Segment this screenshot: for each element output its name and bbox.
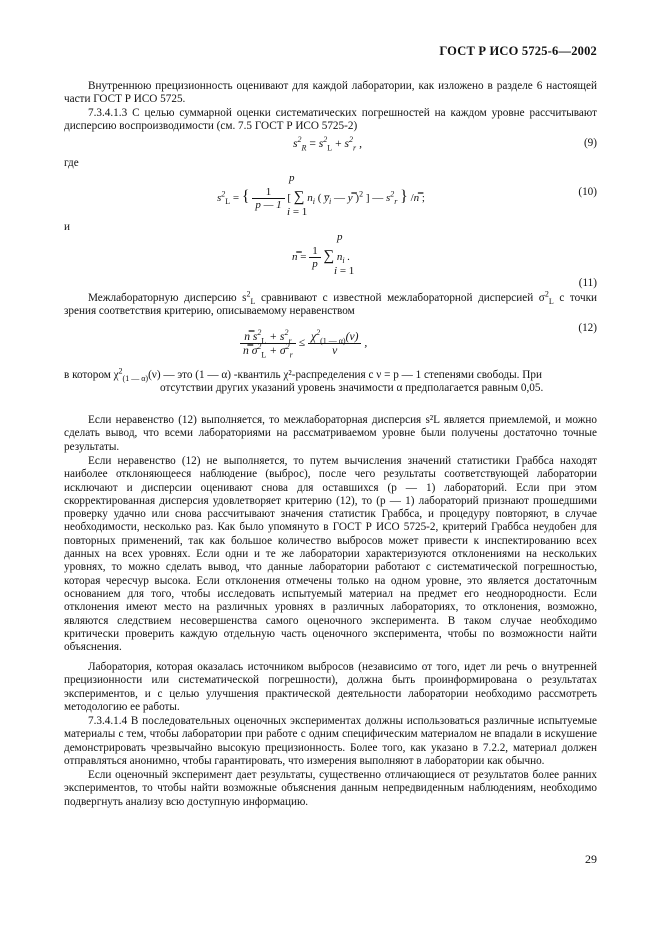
paragraph-chi-square: в котором $\chi^2_{(1 — \alpha)}(\nu)$ — это (1 — α) -квантиль χ²-распределения с ν = p — 1 степенями свободы. При отсутствии других указаний уровень значимости α предполагается равным 0,05. bbox=[64, 366, 544, 395]
page-number: 29 bbox=[585, 852, 597, 866]
paragraph-different-results: Если оценочный эксперимент дает результаты, существенно отличающиеся от результатов более ранних экспериментов, то чтобы найти возможные объяснения данным непредвиденным наблюдениям, необходимо подвергнуть анализу всю доступную информацию. bbox=[64, 769, 597, 808]
paragraph-outlier-lab: Лаборатория, которая оказалась источником выбросов (независимо от того, идет ли речь о внутренней прецизионности или систематической погрешности), должна быть проинформирована о результатах экспериментов, и с целью улучшения практической деятельности лаборатории необходимо рассмотреть методологию ее работы. bbox=[64, 661, 597, 713]
label-and: и bbox=[64, 221, 70, 233]
document-header: ГОСТ Р ИСО 5725-6—2002 bbox=[439, 44, 597, 58]
equation-10-number: (10) bbox=[578, 186, 597, 198]
label-where: где bbox=[64, 157, 79, 169]
paragraph-interlab-variance: Межлабораторную дисперсию $s^2_L$ сравнивают с известной межлабораторной дисперсией $\sigma^2_L$ с точки зрения соответствия критерию, описываемому неравенством bbox=[64, 289, 597, 318]
equation-9: $s^2_R = s^2_L + s^2_r$ , bbox=[293, 135, 362, 153]
paragraph-inequality-holds: Если неравенство (12) выполняется, то межлабораторная дисперсия s²L является приемлемой, и можно сделать вывод, что всеми лабораториями на рассматриваемом уровне были получены достаточно точные результаты. bbox=[64, 414, 597, 453]
equation-12: $\frac{n̿ s^2_L + s^2_r}{n̿ \sigma^2_L + \sigma^2_r}$ ≤ $\frac{\chi^2_{(1 — \alpha)}(\nu)}{\nu}$ , bbox=[240, 330, 367, 357]
equation-12-number: (12) bbox=[578, 322, 597, 334]
document-page: ГОСТ Р ИСО 5725-6—2002 Внутреннюю прецизионность оценивают для каждой лаборатории, как изложено в разделе 6 настоящей части ГОСТ Р ИСО 5725. 7.3.4.1.3 С целью суммарной оценки систематических погрешностей на каждом уровне рассчитывают дисперсию воспроизводимости (см. 7.5 ГОСТ Р ИСО 5725-2) $s^2_R = s^2_L + s^2_r$ , (9) где p $s^2_L$ = { $\frac{1}{p — 1}$ [ ∑ $n_i$ ( $y̅_i$ — y̿ )$^2$ ] — $s^2_r$ } /n̿ ; i = 1 (10) и p n̿ = $\frac{1}{p}$ ∑ $n_i$ . i = 1 (11) Межлабораторную дисперсию $s^2_L$ сравнивают с известной межлабораторной дисперсией $\sigma^2_L$ с точки зрения соответствия критерию, описываемому неравенством $\frac{n̿ s^2_L + s^2_r}{n̿ \sigma^2_L + \sigma^2_r}$ ≤ $\frac{\chi^2_{(1 — \alpha)}(\nu)}{\nu}$ , (12) в котором $\chi^2_{(1 — \alpha)}(\nu)$ — это (1 — α) -квантиль χ²-распределения с ν = p — 1 степенями свободы. При отсутствии других указаний уровень значимости α предполагается равным 0,05. Если неравенство (12) выполняется, то межлабораторная дисперсия s²L является приемлемой, и можно сделать вывод, что всеми лабораториями на рассматриваемом уровне были получены достаточно точные результаты. Если неравенство (12) не выполняется, то путем вычисления значений статистики Граббса находят наиболее отклоняющееся наблюдение (выброс), после чего результаты соответствующей лаборатории исключают и дисперсии оценивают снова для оставшихся (p — 1) лабораторий. Если при этом скорректированная дисперсия удовлетворяет критерию (12), то (p — 1) лабораторий признают прошедшими проверку удачно или снова рассчитывают значения статистик Граббса, и процедуру повторяют, в случае необходимости, несколько раз. Как было упомянуто в ГОСТ Р ИСО 5725-2, критерий Граббса неудобен для повторных применений, так как большое количество выбросов может привести к инспектированию всех данных на всех уровнях. Если одни и те же лаборатории характеризуются отклонениями на нескольких уровнях, то можно сделать вывод, что данные лаборатории работают с систематической погрешностью, которая чересчур высока. Если отклонения отмечены только на одном уровне, это является достаточным основанием для того, чтобы исследовать испытуемый материал на предмет его неоднородности. Если отклонения имеют место на различных уровнях в различных лабораториях, то отклонения, возможно, являются следствием несовершенства самого оценочного эксперимента. В таком случае необходимо критически проверить каждую отдельную часть оценочного эксперимента, чтобы по возможности найти объяснения. Лаборатория, которая оказалась источником выбросов (независимо от того, идет ли речь о внутренней прецизионности или систематической погрешности), должна быть проинформирована о результатах экспериментов, и с целью улучшения практической деятельности лаборатории необходимо рассмотреть методологию ее работы. 7.3.4.1.4 В последовательных оценочных экспериментах должны использоваться различные испытуемые материалы с тем, чтобы лаборатории при работе с одним специфическим материалом не впадали в искушение демонстрировать чрезвычайно высокую прецизионность. Более того, как указано в 7.2.2, материал должен отправляться анонимно, чтобы гарантировать, что измерения выполняют в лаборатории как обычно. Если оценочный эксперимент дает результаты, существенно отличающиеся от результатов более ранних экспериментов, то чтобы найти возможные объяснения данным непредвиденным наблюдениям, необходимо подвергнуть анализу всю доступную информацию. 29 bbox=[64, 44, 597, 866]
paragraph-7-3-4-1-3: 7.3.4.1.3 С целью суммарной оценки систематических погрешностей на каждом уровне рассчитывают дисперсию воспроизводимости (см. 7.5 ГОСТ Р ИСО 5725-2) bbox=[64, 107, 597, 133]
equation-11-number: (11) bbox=[578, 277, 597, 289]
paragraph-7-3-4-1-4: 7.3.4.1.4 В последовательных оценочных экспериментах должны использоваться различные испытуемые материалы с тем, чтобы лаборатории при работе с одним специфическим материалом не впадали в искушение демонстрировать чрезвычайно высокую прецизионность. Более того, как указано в 7.2.2, материал должен отправляться анонимно, чтобы гарантировать, что измерения выполняют в лаборатории как обычно. bbox=[64, 715, 597, 767]
paragraph-grubbs: Если неравенство (12) не выполняется, то путем вычисления значений статистики Граббса находят наиболее отклоняющееся наблюдение (выброс), после чего результаты соответствующей лаборатории исключают и дисперсии оценивают снова для оставшихся (p — 1) лабораторий. Если при этом скорректированная дисперсия удовлетворяет критерию (12), то (p — 1) лабораторий признают прошедшими проверку удачно или снова рассчитывают значения статистик Граббса, и процедуру повторяют, в случае необходимости, несколько раз. Как было упомянуто в ГОСТ Р ИСО 5725-2, критерий Граббса неудобен для повторных применений, так как большое количество выбросов может привести к инспектированию всех данных на всех уровнях. Если одни и те же лаборатории характеризуются отклонениями на нескольких уровнях, то можно сделать вывод, что данные лаборатории работают с систематической погрешностью, которая чересчур высока. Если отклонения отмечены только на одном уровне, это является достаточным основанием для того, чтобы исследовать испытуемый материал на предмет его неоднородности. Если отклонения имеют место на различных уровнях в различных лабораториях, то отклонения, возможно, являются следствием несовершенства самого оценочного эксперимента. В таком случае необходимо критически проверить каждую отдельную часть оценочного эксперимента, чтобы по возможности найти объяснения. bbox=[64, 455, 597, 654]
equation-9-number: (9) bbox=[583, 137, 597, 149]
paragraph-intra-precision: Внутреннюю прецизионность оценивают для каждой лаборатории, как изложено в разделе 6 настоящей части ГОСТ Р ИСО 5725. bbox=[64, 80, 597, 106]
